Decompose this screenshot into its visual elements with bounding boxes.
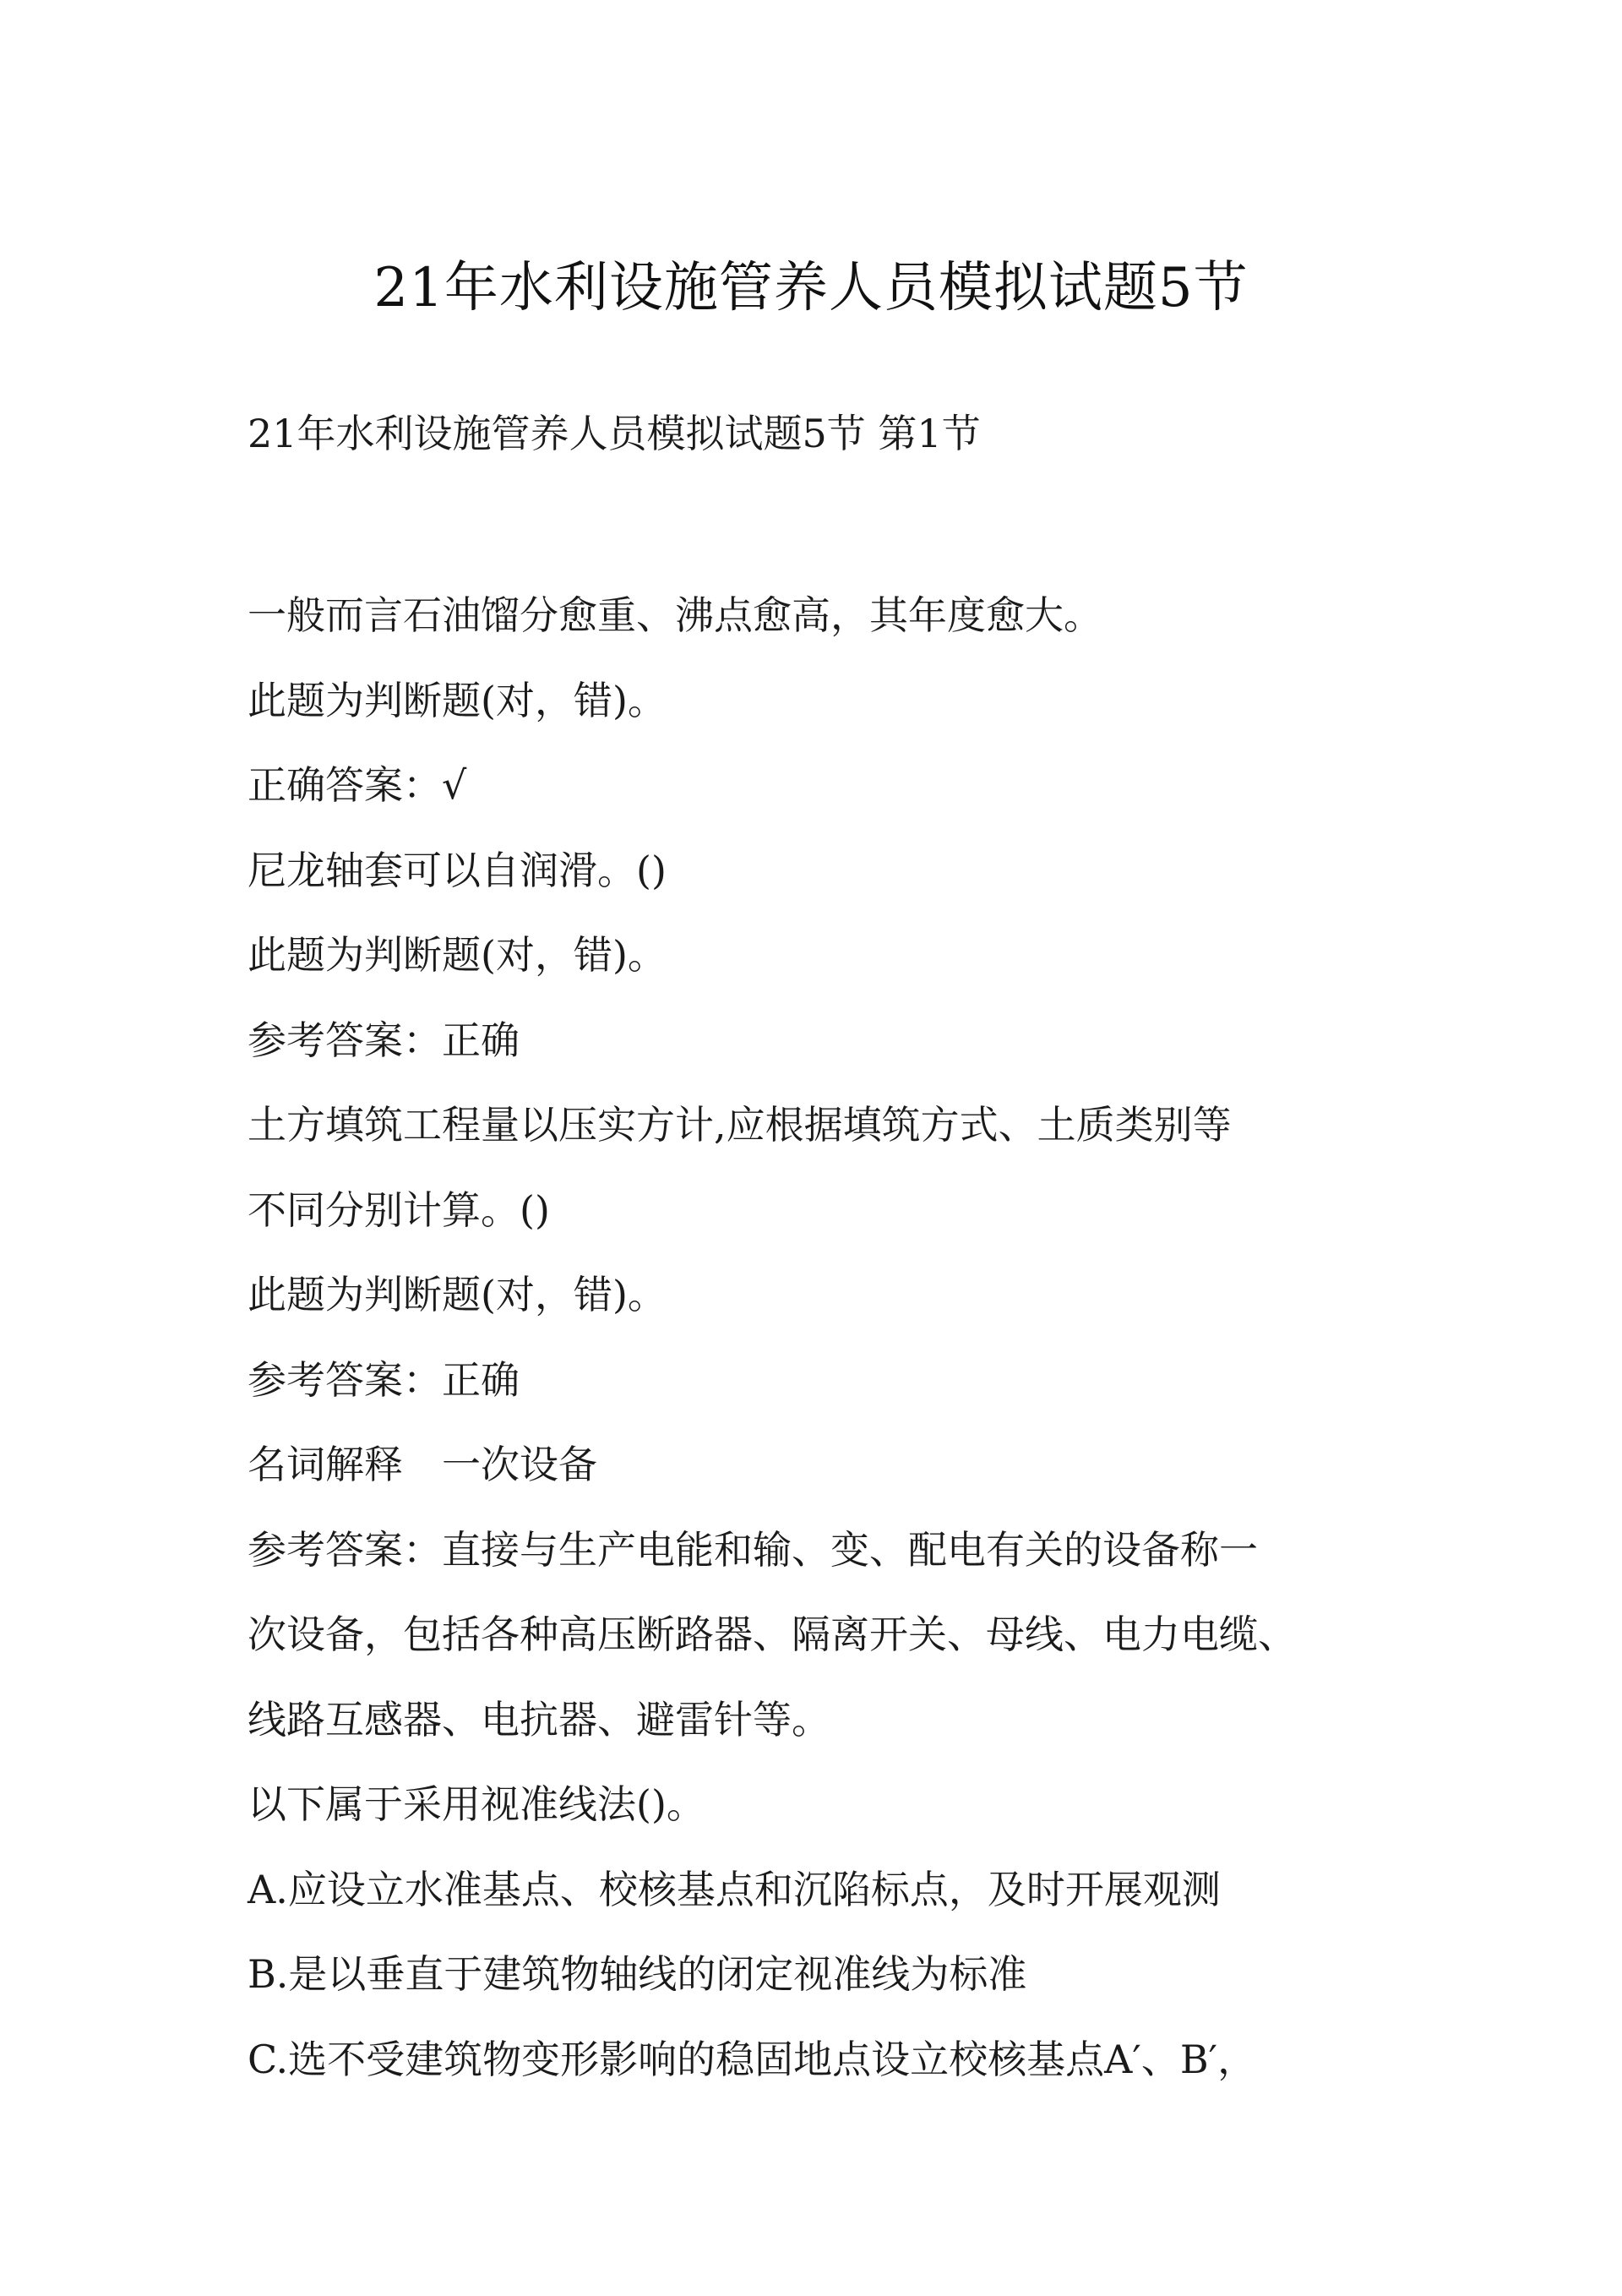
answer-line: 参考答案：直接与生产电能和输、变、配电有关的设备称一: [248, 1526, 1258, 1573]
text-line: 次设备，包括各种高压断路器、隔离开关、母线、电力电缆、: [248, 1612, 1297, 1657]
text-line: 一般而言石油馏分愈重、沸点愈高，其年度愈大。: [248, 592, 1102, 638]
text-line: 名词解释 一次设备: [248, 1442, 597, 1487]
text-line: 不同分别计算。(): [248, 1186, 550, 1233]
option-line: A.应设立水准基点、校核基点和沉陷标点，及时开展观测: [248, 1866, 1221, 1912]
section-heading: 21年水利设施管养人员模拟试题5节 第1节: [248, 411, 981, 456]
text-line: 土方填筑工程量以压实方计,应根据填筑方式、土质类别等: [248, 1102, 1232, 1148]
text-line: 此题为判断题(对，错)。: [248, 677, 667, 723]
text-line: 此题为判断题(对，错)。: [248, 1272, 667, 1317]
text-line: 此题为判断题(对，错)。: [248, 932, 667, 978]
answer-line: 参考答案：正确: [248, 1017, 520, 1063]
document-title: 21年水利设施管养人员模拟试题5节: [373, 257, 1249, 319]
text-line: 以下属于采用视准线法()。: [248, 1781, 705, 1827]
text-line: 线路互感器、电抗器、避雷针等。: [248, 1696, 830, 1742]
answer-line: 参考答案：正确: [248, 1356, 520, 1403]
option-line: B.是以垂直于建筑物轴线的闭定视准线为标准: [248, 1951, 1027, 1997]
document-body: [248, 573, 1396, 2102]
text-line: 尼龙轴套可以自润滑。(): [248, 847, 667, 893]
answer-line: 正确答案：√: [248, 762, 467, 808]
option-line: C.选不受建筑物变形影响的稳固地点设立校核基点A′、B′，: [248, 2036, 1257, 2082]
